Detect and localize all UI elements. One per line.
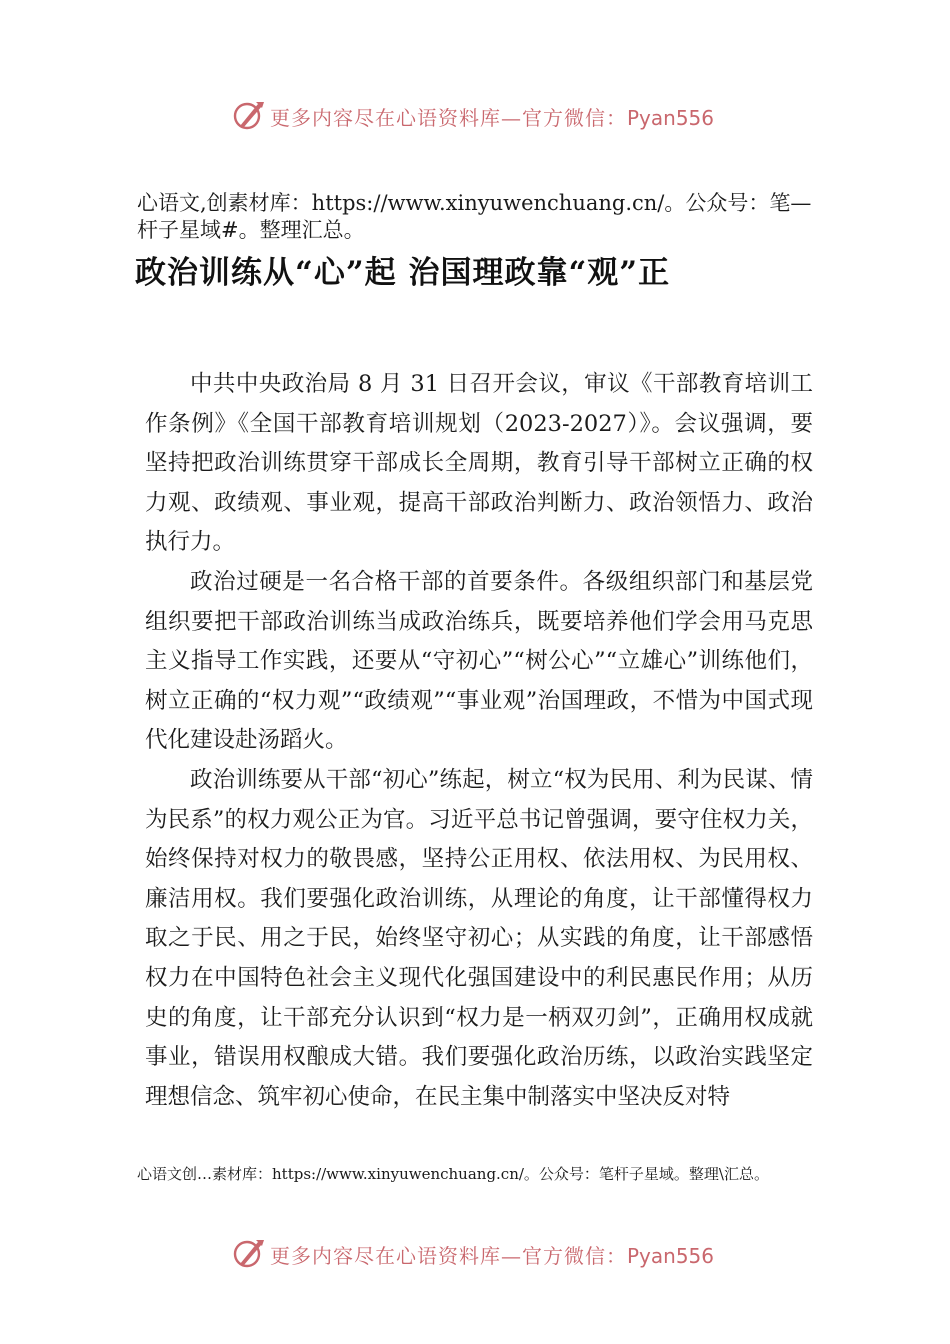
header-banner: [0, 96, 950, 136]
banner-text: 更多内容尽在心语资料库—官方微信：Pyan556: [270, 1244, 715, 1268]
article-body: [145, 365, 813, 1117]
wechat-id: Pyan556: [627, 106, 715, 130]
top-source-note: 心语文,创素材库：https://www.xinyuwenchuang.cn/。公众号：笔—杆子星域#。整理汇总。: [137, 191, 812, 242]
banner-text: 更多内容尽在心语资料库—官方微信：Pyan556: [270, 106, 715, 130]
wechat-id: Pyan556: [627, 1244, 715, 1268]
paragraph: 政治过硬是一名合格干部的首要条件。各级组织部门和基层党组织要把干部政治训练当成政治练兵，既要培养他们学会用马克思主义指导工作实践，还要从“守初心”“树公心”“立雄心”训练他们，树立正确的“权力观”“政绩观”“事业观”治国理政，不惜为中国式现代化建设赴汤蹈火。: [145, 568, 813, 754]
document-title: 政治训练从“心”起 治国理政靠“观”正: [135, 255, 671, 291]
footer-banner: [0, 1234, 950, 1274]
paragraph: 中共中央政治局 8 月 31 日召开会议，审议《干部教育培训工作条例》《全国干部教育培训规划（2023-2027）》。会议强调，要坚持把政治训练贯穿干部成长全周期，教育引导干部树立正确的权力观、政绩观、事业观，提高干部政治判断力、政治领悟力、政治执行力。: [145, 371, 813, 556]
paragraph: 政治训练要从干部“初心”练起，树立“权为民用、利为民谋、情为民系”的权力观公正为官。习近平总书记曾强调，要守住权力关，始终保持对权力的敬畏感，坚持公正用权、依法用权、为民用权、廉洁用权。我们要强化政治训练，从理论的角度，让干部懂得权力取之于民、用之于民，始终坚守初心；从实践的角度，让干部感悟权力在中国特色社会主义现代化强国建设中的利民惠民作用；从历史的角度，让干部充分认识到“权力是一柄双刃剑”，正确用权成就事业，错误用权酿成大错。我们要强化政治历练，以政治实践坚定理想信念、筑牢初心使命，在民主集中制落实中坚决反对特: [145, 766, 813, 1110]
quill-pen-circle-icon: [232, 1236, 266, 1270]
quill-pen-circle-icon: [232, 98, 266, 132]
bottom-source-note: 心语文创…素材库：https://www.xinyuwenchuang.cn/。公众号：笔杆子星域。整理\汇总。: [137, 1165, 769, 1183]
